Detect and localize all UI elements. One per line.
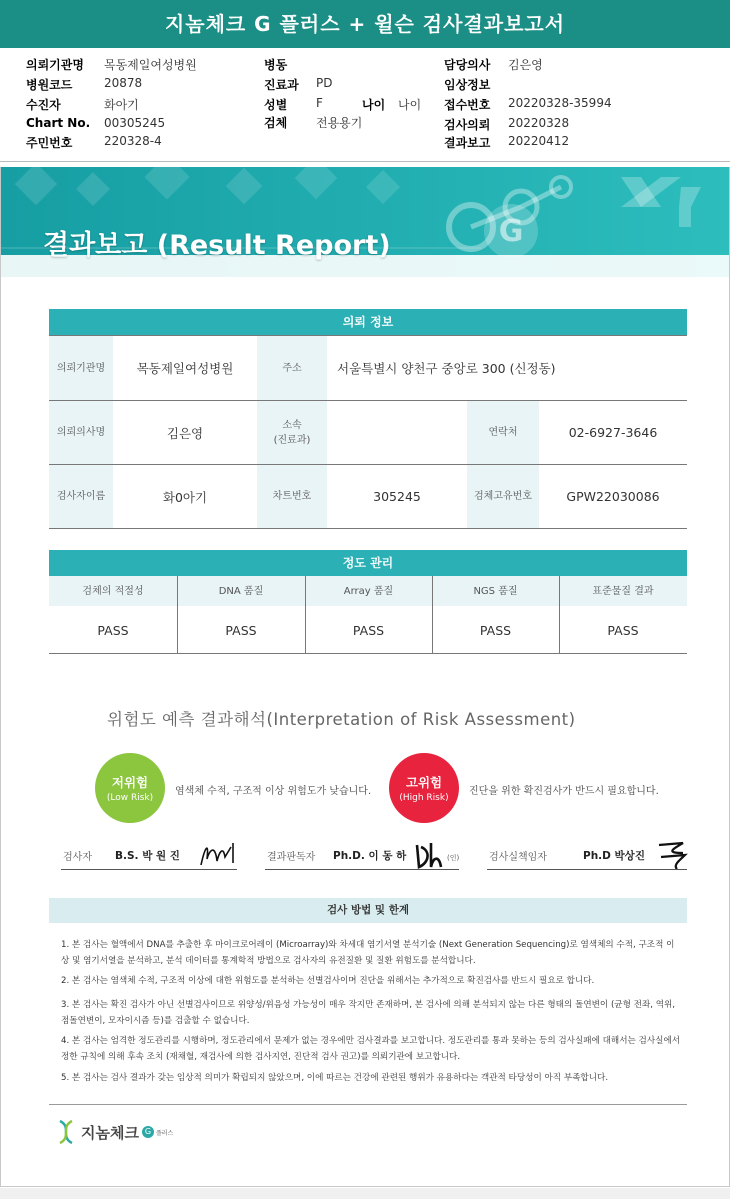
header-label: 병동 xyxy=(264,58,288,72)
institution-label: 의뢰기관명 xyxy=(49,336,113,400)
patient-name-value: 화0아기 xyxy=(162,489,208,505)
risk-assessment-title: 위험도 예측 결과해석(Interpretation of Risk Assessment) xyxy=(107,710,576,729)
department-label-line2: (진료과) xyxy=(273,434,311,446)
chart-number-value: 305245 xyxy=(373,489,421,504)
header-value: 20878 xyxy=(104,76,143,90)
header-value: 20220328-35994 xyxy=(508,96,612,110)
logo-text: 지놈체크 xyxy=(81,1123,139,1142)
divider xyxy=(49,528,687,529)
examiner-label: 검사자 xyxy=(63,852,92,863)
header-value: PD xyxy=(316,76,333,90)
header-label: 수진자 xyxy=(26,98,61,112)
qc-value: PASS xyxy=(479,622,512,638)
director-signature xyxy=(653,837,693,871)
header-label: Chart No. xyxy=(26,116,91,130)
header-label: 진료과 xyxy=(264,78,299,92)
high-risk-badge xyxy=(389,753,459,823)
qc-column-header: Array 품질 xyxy=(305,576,432,606)
qc-column-header: NGS 품질 xyxy=(432,576,559,606)
divider xyxy=(49,1104,687,1105)
header-label: 주민번호 xyxy=(26,136,73,150)
request-info-heading: 의뢰 정보 xyxy=(49,309,687,335)
judge-signature xyxy=(413,839,447,871)
signature-line xyxy=(487,869,687,870)
column-divider xyxy=(305,576,306,654)
header-value: 220328-4 xyxy=(104,134,162,148)
examiner-signature xyxy=(197,837,241,871)
header-value: 20220412 xyxy=(508,134,570,148)
address-value: 서울특별시 양천구 중앙로 300 (신정동) xyxy=(337,361,556,376)
qc-value: PASS xyxy=(225,622,257,638)
header-label: 담당의사 xyxy=(444,58,491,72)
header-label: 임상정보 xyxy=(444,78,491,92)
qc-value: PASS xyxy=(607,622,639,638)
low-risk-badge xyxy=(95,753,165,823)
contact-label: 연락처 xyxy=(467,401,539,464)
doctor-label: 의뢰의사명 xyxy=(49,401,113,464)
genomecheck-logo xyxy=(57,1117,173,1147)
institution-value: 목동제일여성병원 xyxy=(136,361,234,376)
low-risk-label: 저위험 xyxy=(111,775,149,790)
svg-text:G: G xyxy=(498,214,524,249)
examiner-name: B.S. 박 원 진 xyxy=(115,850,180,862)
sample-id-label: 검체고유번호 xyxy=(467,465,539,528)
signature-line xyxy=(265,869,459,870)
header-value: 목동제일여성병원 xyxy=(104,58,197,72)
banner-title: 결과보고 (Result Report) xyxy=(43,230,391,261)
header-label: 검체 xyxy=(264,116,288,130)
header-label: 접수번호 xyxy=(444,98,491,112)
logo-g-mark: G xyxy=(142,1126,154,1138)
patient-header xyxy=(0,48,730,162)
method-item: 1. 본 검사는 혈액에서 DNA를 추출한 후 마이크로어레이 (Microarray)와 차세대 염기서열 분석기술 (Next Generation Sequencing)로 염색체의 수적, 구조적 이상 및 염기서열을 분석하고, 분석 데이터를 통계학적 방법으로 검사자의 유전질환 및 질환 위험도를 분석합니다. xyxy=(61,940,675,966)
high-risk-description: 진단을 위한 확진검사가 반드시 필요합니다. xyxy=(469,786,659,797)
header-value: 20220328 xyxy=(508,116,570,130)
logo-subtext: 플러스 xyxy=(155,1129,174,1137)
page-footer-band xyxy=(0,1188,730,1199)
low-risk-sublabel: (Low Risk) xyxy=(106,793,154,803)
qc-heading: 정도 관리 xyxy=(49,550,687,576)
column-divider xyxy=(559,576,560,654)
header-label: 검사의뢰 xyxy=(444,118,491,132)
column-divider xyxy=(432,576,433,654)
method-heading: 검사 방법 및 한계 xyxy=(49,898,687,923)
header-value: 00305245 xyxy=(104,116,166,130)
report-title: 지놈체크 G 플러스 + 윌슨 검사결과보고서 xyxy=(0,0,730,48)
qc-value: PASS xyxy=(97,622,129,638)
method-item: 2. 본 검사는 염색체 수적, 구조적 이상에 대한 위험도를 분석하는 선별검사이며 진단을 위해서는 추가적으로 확진검사를 반드시 필요로 합니다. xyxy=(61,976,595,986)
header-label: 결과보고 xyxy=(444,136,491,150)
doctor-value: 김은영 xyxy=(166,425,204,441)
header-label: 나이 xyxy=(362,98,386,112)
header-value: 전용용기 xyxy=(316,116,363,130)
department-label xyxy=(257,401,327,464)
judge-seal: (인) xyxy=(447,854,460,862)
chart-number-label: 차트번호 xyxy=(257,465,327,528)
result-report xyxy=(0,167,730,1187)
method-item: 4. 본 검사는 엄격한 정도관리를 시행하며, 정도관리에서 문제가 없는 경우에만 검사결과를 보고합니다. 정도관리를 통과 못하는 등의 검사실패에 대해서는 검사실에서 정한 규칙에 의해 후속 조치 (재채혈, 재검사에 의한 검사지연, 진단적 검사 권고)를 의뢰기관에 보고합니다. xyxy=(61,1036,681,1062)
sample-id-value: GPW22030086 xyxy=(566,489,660,504)
divider xyxy=(49,653,687,654)
director-name: Ph.D 박상진 xyxy=(583,850,645,862)
qc-column-header: DNA 품질 xyxy=(177,576,305,606)
header-label: 의뢰기관명 xyxy=(26,58,84,72)
header-label: 병원코드 xyxy=(26,78,73,92)
header-value: 화아기 xyxy=(104,98,139,112)
judge-label: 결과판독자 xyxy=(267,852,316,863)
patient-name-label: 검사자이름 xyxy=(49,465,113,528)
header-value: 김은영 xyxy=(508,58,543,72)
method-item: 5. 본 검사는 검사 결과가 갖는 임상적 의미가 확립되지 않았으며, 이에 따르는 건강에 관련된 행위가 유용하다는 객관적 타당성이 아직 부족합니다. xyxy=(61,1073,609,1083)
qc-value: PASS xyxy=(352,622,385,638)
department-value xyxy=(327,401,467,464)
column-divider xyxy=(177,576,178,654)
director-label: 검사실책임자 xyxy=(489,852,547,863)
header-value: F xyxy=(316,96,323,110)
header-label: 성별 xyxy=(264,98,288,112)
low-risk-description: 염색체 수적, 구조적 이상 위험도가 낮습니다. xyxy=(175,786,372,797)
address-label: 주소 xyxy=(257,336,327,400)
high-risk-label: 고위험 xyxy=(405,775,443,790)
dna-icon xyxy=(57,1119,75,1145)
signature-line xyxy=(61,869,237,870)
header-value: 나이 xyxy=(398,98,422,112)
contact-value: 02-6927-3646 xyxy=(568,425,658,440)
judge-name: Ph.D. 이 동 하 xyxy=(333,850,407,862)
qc-column-header: 검체의 적절성 xyxy=(49,576,177,606)
department-label-line1: 소속 xyxy=(282,419,302,431)
high-risk-sublabel: (High Risk) xyxy=(399,793,449,803)
qc-column-header: 표준물질 결과 xyxy=(559,576,687,606)
method-item: 3. 본 검사는 확진 검사가 아닌 선별검사이므로 위양성/위음성 가능성이 매우 작지만 존재하며, 본 검사에 의해 분석되지 않는 다른 형태의 돌연변이 (균형 전좌, 역위, 점돌연변이, 모자이시즘 등)를 검출할 수 없습니다. xyxy=(61,1000,676,1026)
result-banner xyxy=(1,167,729,277)
